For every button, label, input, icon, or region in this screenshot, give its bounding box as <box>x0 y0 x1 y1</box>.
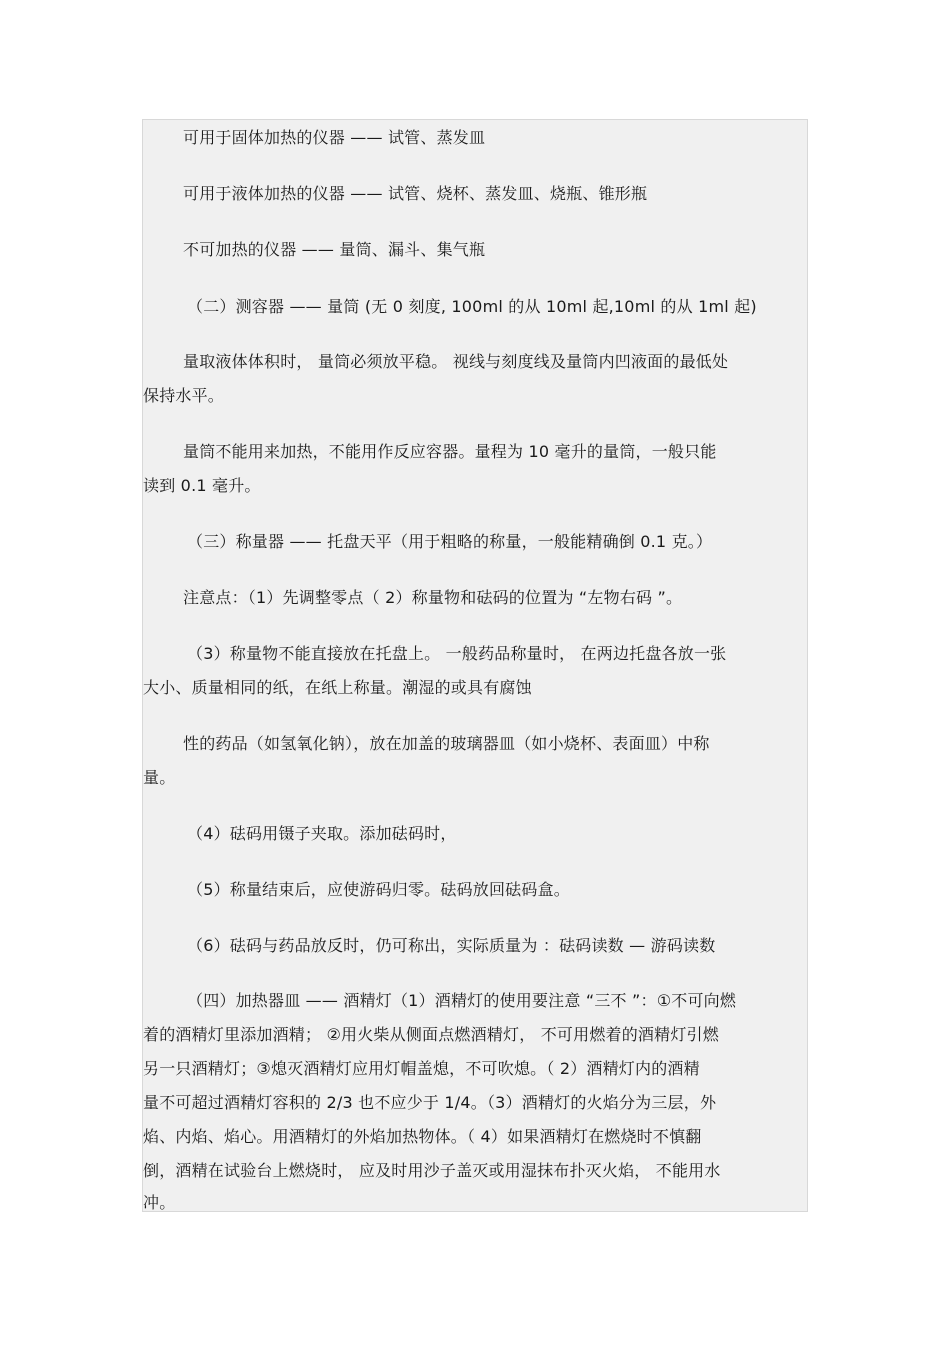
paragraph-alcohol-lamp-line4: 量不可超过酒精灯容积的 2/3 也不应少于 1/4。（3）酒精灯的火焰分为三层，外 <box>143 1093 717 1112</box>
paragraph-cylinder-heating: 量筒不能用来加热，不能用作反应容器。量程为 10 毫升的量筒，一般只能 <box>183 442 717 461</box>
paragraph-alcohol-lamp-line2: 着的酒精灯里添加酒精； ②用火柴从侧面点燃酒精灯， 不可用燃着的酒精灯引燃 <box>143 1025 719 1044</box>
paragraph-corrosive-cont: 量。 <box>143 768 176 787</box>
paragraph-alcohol-lamp-line7: 冲。 <box>143 1193 176 1212</box>
document-panel <box>142 119 808 1212</box>
paragraph-cylinder-heating-cont: 读到 0.1 毫升。 <box>143 476 261 495</box>
paragraph-note-5: （5）称量结束后，应使游码归零。砝码放回砝码盒。 <box>187 880 570 899</box>
paragraph-alcohol-lamp-line6: 倒，酒精在试验台上燃烧时， 应及时用沙子盖灭或用湿抹布扑灭火焰， 不能用水 <box>143 1161 721 1180</box>
paragraph-liquid-heating: 可用于液体加热的仪器 —— 试管、烧杯、蒸发皿、烧瓶、锥形瓶 <box>183 184 648 203</box>
paragraph-alcohol-lamp-line5: 焰、内焰、焰心。用酒精灯的外焰加热物体。（ 4）如果酒精灯在燃烧时不慎翻 <box>143 1127 702 1146</box>
paragraph-alcohol-lamp: （四）加热器皿 —— 酒精灯（1）酒精灯的使用要注意 “三不 ”：①不可向燃 <box>187 991 737 1010</box>
paragraph-note-6: （6）砝码与药品放反时，仍可称出，实际质量为 ：砝码读数 — 游码读数 <box>187 936 716 955</box>
paragraph-measuring-cylinder: （二）测容器 —— 量筒 (无 0 刻度, 100ml 的从 10ml 起,10ml 的从 1ml 起) <box>187 297 757 316</box>
paragraph-alcohol-lamp-line3: 另一只酒精灯；③熄灭酒精灯应用灯帽盖熄，不可吹熄。（ 2）酒精灯内的酒精 <box>143 1059 700 1078</box>
paragraph-note-4: （4）砝码用镊子夹取。添加砝码时， <box>187 824 457 843</box>
paragraph-corrosive: 性的药品（如氢氧化钠），放在加盖的玻璃器皿（如小烧杯、表面皿）中称 <box>183 734 710 753</box>
paragraph-solid-heating: 可用于固体加热的仪器 —— 试管、蒸发皿 <box>183 128 486 147</box>
paragraph-reading-volume: 量取液体体积时， 量筒必须放平稳。 视线与刻度线及量筒内凹液面的最低处 <box>183 352 729 371</box>
paragraph-note-3-cont: 大小、质量相同的纸，在纸上称量。潮湿的或具有腐蚀 <box>143 678 532 697</box>
paragraph-notes: 注意点：（1）先调整零点（ 2）称量物和砝码的位置为 “左物右码 ”。 <box>183 588 683 607</box>
paragraph-balance: （三）称量器 —— 托盘天平（用于粗略的称量，一般能精确倒 0.1 克。） <box>187 532 713 551</box>
paragraph-reading-volume-cont: 保持水平。 <box>143 386 225 405</box>
paragraph-note-3: （3）称量物不能直接放在托盘上。 一般药品称量时， 在两边托盘各放一张 <box>187 644 727 663</box>
paragraph-non-heatable: 不可加热的仪器 —— 量筒、漏斗、集气瓶 <box>183 240 486 259</box>
